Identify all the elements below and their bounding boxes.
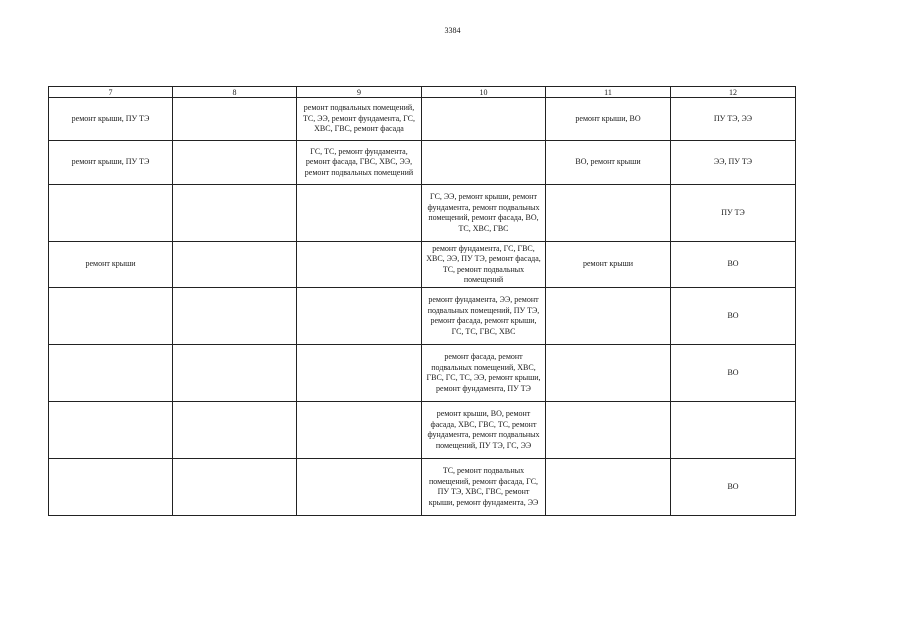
table-cell bbox=[546, 459, 671, 516]
table-cell: ЭЭ, ПУ ТЭ bbox=[671, 141, 796, 185]
table-cell bbox=[173, 141, 297, 185]
table-cell: ВО bbox=[671, 459, 796, 516]
table-cell bbox=[297, 288, 422, 345]
table-cell bbox=[297, 345, 422, 402]
page-number: 3384 bbox=[444, 26, 461, 35]
table-cell: ремонт крыши, ПУ ТЭ bbox=[49, 98, 173, 141]
table-cell: ремонт крыши, ВО, ремонт фасада, ХВС, ГВС, ТС, ремонт фундамента, ремонт подвальных помещений, ПУ ТЭ, ГС, ЭЭ bbox=[422, 402, 546, 459]
table-row bbox=[49, 288, 796, 345]
table-row bbox=[49, 185, 796, 242]
column-header: 8 bbox=[173, 87, 297, 98]
table-cell bbox=[173, 288, 297, 345]
table-row bbox=[49, 459, 796, 516]
table-cell bbox=[49, 288, 173, 345]
table-cell: ремонт крыши, ПУ ТЭ bbox=[49, 141, 173, 185]
table-cell: ГС, ЭЭ, ремонт крыши, ремонт фундамента, ремонт подвальных помещений, ремонт фасада, ВО, ТС, ХВС, ГВС bbox=[422, 185, 546, 242]
table-cell: ВО bbox=[671, 345, 796, 402]
table-cell bbox=[173, 459, 297, 516]
table-cell bbox=[297, 185, 422, 242]
table-cell bbox=[49, 402, 173, 459]
table-cell bbox=[173, 402, 297, 459]
table-row bbox=[49, 402, 796, 459]
table-cell bbox=[422, 141, 546, 185]
table-row bbox=[49, 98, 796, 141]
table-cell: ремонт крыши, ВО bbox=[546, 98, 671, 141]
table-cell bbox=[49, 459, 173, 516]
table-cell bbox=[297, 459, 422, 516]
header-row bbox=[49, 87, 796, 98]
table-cell: ремонт фундамента, ГС, ГВС, ХВС, ЭЭ, ПУ ТЭ, ремонт фасада, ТС, ремонт подвальных помещений bbox=[422, 242, 546, 288]
table-cell bbox=[297, 402, 422, 459]
table-cell: ВО bbox=[671, 242, 796, 288]
table-cell bbox=[173, 345, 297, 402]
table-cell: ПУ ТЭ, ЭЭ bbox=[671, 98, 796, 141]
table-row bbox=[49, 242, 796, 288]
table-row bbox=[49, 345, 796, 402]
table-cell: ремонт крыши bbox=[546, 242, 671, 288]
table-cell bbox=[546, 185, 671, 242]
table-cell: ВО bbox=[671, 288, 796, 345]
table-cell bbox=[49, 345, 173, 402]
table-cell bbox=[671, 402, 796, 459]
column-header: 7 bbox=[49, 87, 173, 98]
table-cell bbox=[173, 185, 297, 242]
table-cell bbox=[49, 185, 173, 242]
table-cell bbox=[297, 242, 422, 288]
table-cell bbox=[546, 345, 671, 402]
table-cell: ремонт подвальных помещений, ТС, ЭЭ, ремонт фундамента, ГС, ХВС, ГВС, ремонт фасада bbox=[297, 98, 422, 141]
table-cell: ремонт фасада, ремонт подвальных помещений, ХВС, ГВС, ГС, ТС, ЭЭ, ремонт крыши, ремонт фундамента, ПУ ТЭ bbox=[422, 345, 546, 402]
table-row bbox=[49, 141, 796, 185]
table-cell: ремонт крыши bbox=[49, 242, 173, 288]
table-cell bbox=[546, 288, 671, 345]
data-table bbox=[48, 86, 796, 516]
table-cell bbox=[546, 402, 671, 459]
table-cell: ремонт фундамента, ЭЭ, ремонт подвальных помещений, ПУ ТЭ, ремонт фасада, ремонт крыши, ГС, ТС, ГВС, ХВС bbox=[422, 288, 546, 345]
table-cell: ВО, ремонт крыши bbox=[546, 141, 671, 185]
table-cell bbox=[422, 98, 546, 141]
column-header: 10 bbox=[422, 87, 546, 98]
table-cell: ГС, ТС, ремонт фундамента, ремонт фасада, ГВС, ХВС, ЭЭ, ремонт подвальных помещений bbox=[297, 141, 422, 185]
table-cell: ПУ ТЭ bbox=[671, 185, 796, 242]
column-header: 9 bbox=[297, 87, 422, 98]
column-header: 11 bbox=[546, 87, 671, 98]
table-cell bbox=[173, 242, 297, 288]
table-cell: ТС, ремонт подвальных помещений, ремонт фасада, ГС, ПУ ТЭ, ХВС, ГВС, ремонт крыши, ремонт фундамента, ЭЭ bbox=[422, 459, 546, 516]
table-cell bbox=[173, 98, 297, 141]
column-header: 12 bbox=[671, 87, 796, 98]
